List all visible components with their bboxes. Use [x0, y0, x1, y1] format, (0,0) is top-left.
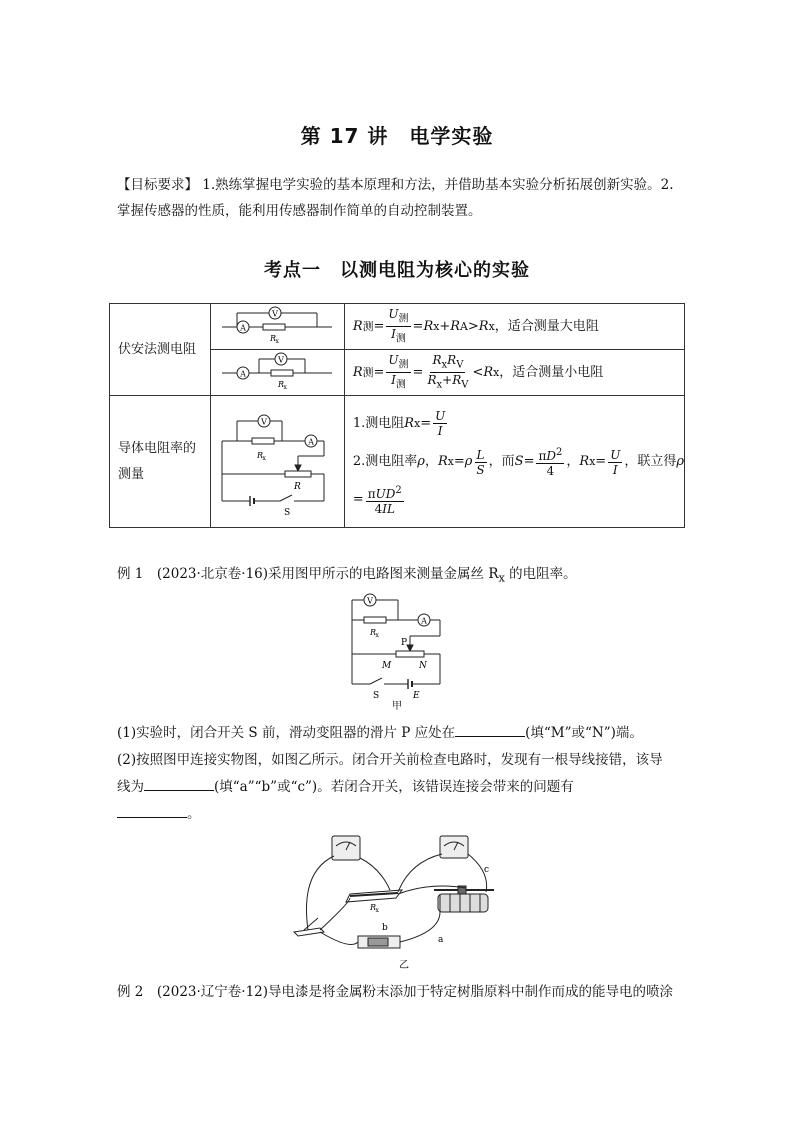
rx-label: R	[370, 628, 377, 637]
rx-subscript: x	[262, 454, 267, 462]
figure-jia	[340, 592, 460, 710]
answer-blank-2[interactable]	[144, 776, 214, 791]
voltmeter-label: V	[278, 355, 285, 364]
rx-subscript: x	[375, 907, 379, 914]
answer-blank-3[interactable]	[117, 803, 187, 818]
question-2: (2)按照图甲连接实物图，如图乙所示。闭合开关前检查电路时，发现有一根导线接错，该导 线为 (填“a”“b”或“c”)。若闭合开关，该错误连接会带来的问题有 。	[117, 752, 663, 822]
rheostat-label: R	[294, 481, 302, 492]
rx-subscript: x	[283, 383, 288, 391]
example2-lead: 例 2 (2023·辽宁卷·12)导电漆是将金属粉末添加于特定树脂原料中制作而成的能导电的喷涂	[117, 984, 674, 1000]
rx-label: R	[370, 903, 377, 912]
rx-subscript: x	[275, 337, 280, 345]
voltmeter-label: V	[272, 309, 279, 318]
learning-goals	[117, 172, 687, 224]
formula-external: R 测 = $\frac{U_测}{I_测}$ = R x + R A > R x ，适合测量大电阻	[344, 304, 684, 350]
wire-a-label: a	[438, 935, 444, 945]
item2-label: 2.测电阻率	[352, 454, 418, 469]
formula-resistivity: 1.测电阻 R x = $\frac{U}{I}$ 2.测电阻率 ρ ， R x = ρ $\frac{L}{S}$ ，而 S = $\frac{\pi D^2}{4}$ ， R x = $\frac{U}{I}$ ，联立得 ρ = $\frac{\pi UD^2}{4IL}$	[344, 396, 684, 528]
section-title: 考点一 以测电阻为核心的实验	[264, 260, 530, 281]
ammeter-label: A	[308, 437, 315, 446]
row1a-tail: ，适合测量大电阻	[494, 318, 599, 334]
rx-label: R	[270, 333, 277, 343]
wire-b-label: b	[382, 923, 388, 933]
wire-c-label: c	[484, 865, 490, 875]
slider-p-label: P	[401, 638, 408, 648]
goal-tag: 【目标要求】	[117, 177, 198, 193]
switch-label: S	[373, 691, 380, 701]
circuit-external	[210, 304, 344, 350]
rx-label: R	[257, 450, 264, 460]
caption-jia: 甲	[392, 701, 402, 710]
ammeter-label: A	[240, 323, 247, 332]
rx-label: R	[278, 379, 285, 389]
terminal-m-label: M	[382, 661, 392, 671]
ammeter-label: A	[421, 616, 427, 626]
voltmeter-label: V	[367, 596, 373, 606]
ammeter-label: A	[240, 369, 247, 378]
row-label-voltammetry: 伏安法测电阻	[110, 304, 211, 396]
circuit-resistivity	[210, 396, 344, 528]
switch-label: S	[284, 507, 291, 518]
page-title: 第 17 讲 电学实验	[300, 124, 494, 148]
example1-lead: 例 1 (2023·北京卷·16)采用图甲所示的电路图来测量金属丝 $R_x$ 的电阻率。	[117, 566, 577, 585]
row-label-resistivity: 导体电阻率的测量	[110, 396, 211, 528]
rx-subscript: x	[375, 632, 379, 639]
formula-internal: R 测 = $\frac{U_测}{I_测}$ = $\frac{R_xR_V}{R_x+R_V}$ < R x ，适合测量小电阻	[344, 350, 684, 396]
voltmeter-label: V	[261, 417, 268, 426]
terminal-n-label: N	[419, 661, 427, 671]
resistance-table	[109, 303, 685, 528]
row1b-tail: ，适合测量小电阻	[499, 364, 604, 380]
question-1: (1)实验时，闭合开关 S 前，滑动变阻器的滑片 P 应处在 (填“M”或“N”)端。	[117, 720, 687, 747]
item1-label: 1.测电阻	[352, 415, 405, 431]
goal-text: 1.熟练掌握电学实验的基本原理和方法，并借助基本实验分析拓展创新实验。2.掌握传感器的性质，能利用传感器制作简单的自动控制装置。	[117, 177, 674, 219]
circuit-internal	[210, 350, 344, 396]
answer-blank-1[interactable]	[455, 722, 525, 737]
figure-yi	[290, 832, 510, 972]
battery-label: E	[413, 691, 420, 701]
caption-yi: 乙	[399, 960, 409, 971]
